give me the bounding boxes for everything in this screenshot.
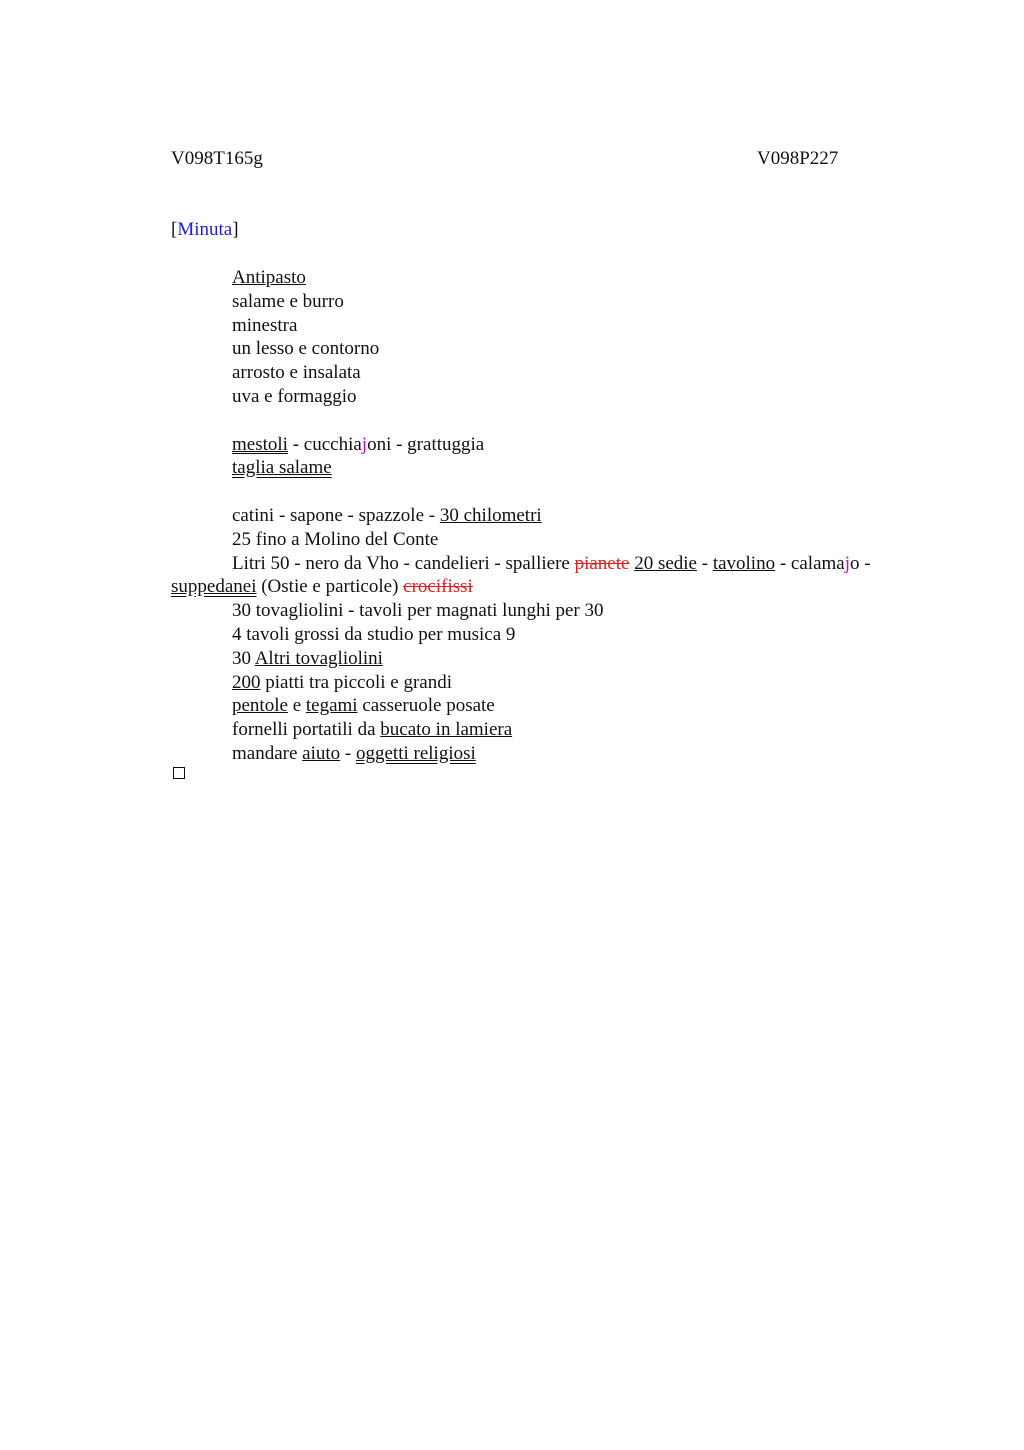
- page-id: V098P227: [757, 148, 839, 169]
- double-underlined-text: taglia salame: [232, 457, 332, 479]
- underlined-text: 30 chilometri: [439, 504, 542, 526]
- paragraph-gap: [171, 480, 931, 504]
- underlined-text: pentole: [232, 695, 288, 717]
- text-run: -: [696, 552, 713, 574]
- text-run: piatti tra piccoli e grandi: [260, 671, 453, 693]
- text-run: -: [340, 742, 356, 764]
- empty-square-icon: [173, 767, 185, 779]
- minuta-label: Minuta: [177, 219, 233, 240]
- text-run: catini - sapone - spazzole -: [232, 504, 440, 526]
- double-underlined-text: suppedanei: [171, 576, 257, 598]
- underlined-text: 20 sedie: [634, 552, 697, 574]
- text-line: uva e formaggio: [232, 385, 357, 407]
- text-line: [171, 456, 931, 480]
- deleted-text: crocifissi: [403, 576, 473, 598]
- text-run: - calama: [775, 552, 845, 574]
- text-line: minestra: [232, 314, 298, 336]
- underlined-text: 200: [232, 671, 261, 693]
- text-line: arrosto e insalata: [232, 362, 361, 384]
- text-run: e: [287, 695, 306, 717]
- text-run: o -: [850, 552, 871, 574]
- text-run: mandare: [232, 742, 303, 764]
- section-label: [171, 218, 239, 242]
- inserted-letter: j: [844, 552, 850, 574]
- double-underlined-text: oggetti religiosi: [355, 742, 476, 764]
- text-line: [171, 647, 931, 671]
- text-line: 30 tovagliolini - tavoli per magnati lunghi per 30: [232, 600, 604, 622]
- text-run: - cucchia: [287, 433, 362, 455]
- deleted-text: pianete: [574, 552, 630, 574]
- underlined-text: bucato in lamiera: [380, 719, 513, 741]
- transcription-body: [171, 266, 931, 766]
- text-run: casseruole posate: [357, 695, 495, 717]
- underlined-text: aiuto: [302, 742, 341, 764]
- text-line: [171, 694, 931, 718]
- text-line: [171, 671, 931, 695]
- text-run: fornelli portatili da: [232, 719, 381, 741]
- underlined-text: Altri tovagliolini: [254, 647, 383, 669]
- text-run: 30: [232, 647, 255, 669]
- text-line: [171, 718, 931, 742]
- text-line: 4 tavoli grossi da studio per musica 9: [232, 623, 516, 645]
- text-line: [171, 504, 931, 528]
- text-run: Litri 50 - nero da Vho - candelieri - spalliere: [232, 552, 575, 574]
- text-run: (Ostie e particole): [256, 576, 404, 598]
- text-line: [171, 266, 931, 290]
- text-line: 25 fino a Molino del Conte: [232, 528, 439, 550]
- text-line: [171, 552, 931, 600]
- text-line: [171, 433, 931, 457]
- document-id: V098T165g: [171, 148, 263, 169]
- inserted-letter: j: [361, 433, 368, 455]
- text-line: [171, 742, 931, 766]
- underlined-text: Antipasto: [232, 267, 306, 288]
- underlined-text: tegami: [305, 695, 358, 717]
- underlined-text: tavolino: [712, 552, 776, 574]
- double-underlined-text: mestoli: [232, 433, 288, 455]
- open-bracket: [: [171, 219, 178, 240]
- text-run: oni - grattuggia: [367, 433, 485, 455]
- close-bracket: ]: [232, 219, 239, 240]
- text-line: salame e burro: [232, 290, 344, 312]
- paragraph-gap: [171, 409, 931, 433]
- text-line: un lesso e contorno: [232, 338, 380, 360]
